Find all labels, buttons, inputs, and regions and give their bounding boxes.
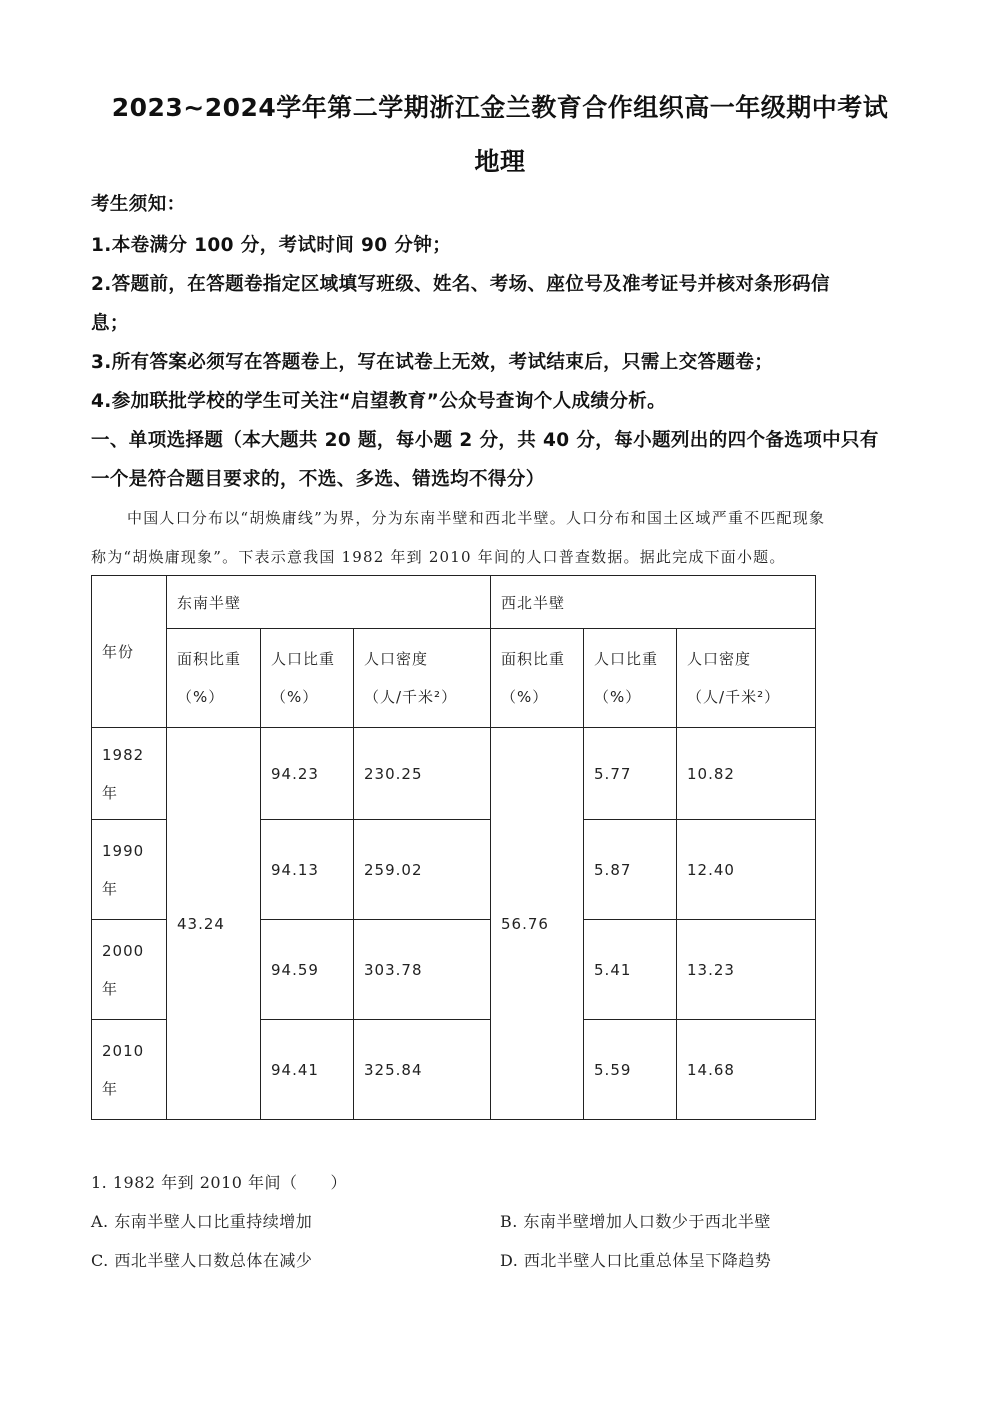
- se-pop-value: 94.59: [261, 920, 354, 1020]
- nw-pop-value: 5.77: [584, 728, 677, 820]
- nw-pop-header: 人口比重 （%）: [584, 629, 677, 728]
- se-density-value: 259.02: [354, 820, 491, 920]
- notice-item-4: 4.参加联批学校的学生可关注“启望教育”公众号查询个人成绩分析。: [91, 391, 667, 412]
- se-density-header: 人口密度 （人/千米²）: [354, 629, 491, 728]
- northwest-header: 西北半壁: [491, 576, 816, 629]
- question-stem: 1. 1982 年到 2010 年间（ ）: [91, 1173, 348, 1192]
- se-pop-value: 94.23: [261, 728, 354, 820]
- se-pop-value: 94.13: [261, 820, 354, 920]
- nw-density-value: 14.68: [677, 1020, 816, 1120]
- nw-density-value: 13.23: [677, 920, 816, 1020]
- exam-title: 2023~2024学年第二学期浙江金兰教育合作组织高一年级期中考试: [111, 93, 889, 122]
- section-heading-cont: 一个是符合题目要求的，不选、多选、错选均不得分）: [91, 469, 545, 490]
- notice-item-2-cont: 息；: [91, 313, 129, 334]
- section-heading: 一、单项选择题（本大题共 20 题，每小题 2 分，共 40 分，每小题列出的四个备选项中只有: [91, 430, 879, 451]
- nw-density-header: 人口密度 （人/千米²）: [677, 629, 816, 728]
- option-c[interactable]: C. 西北半壁人口数总体在减少: [91, 1251, 313, 1270]
- year-cell: 1982 年: [92, 728, 167, 820]
- year-header: 年份: [92, 576, 167, 728]
- se-pop-value: 94.41: [261, 1020, 354, 1120]
- se-density-value: 230.25: [354, 728, 491, 820]
- nw-pop-value: 5.41: [584, 920, 677, 1020]
- subject-title: 地理: [474, 147, 526, 176]
- notice-item-2: 2.答题前，在答题卷指定区域填写班级、姓名、考场、座位号及准考证号并核对条形码信: [91, 274, 830, 295]
- nw-density-value: 12.40: [677, 820, 816, 920]
- nw-pop-value: 5.59: [584, 1020, 677, 1120]
- notice-item-1: 1.本卷满分 100 分，考试时间 90 分钟；: [91, 235, 452, 256]
- nw-area-header: 面积比重 （%）: [491, 629, 584, 728]
- southeast-header: 东南半壁: [167, 576, 491, 629]
- year-cell: 1990 年: [92, 820, 167, 920]
- notice-heading: 考生须知：: [91, 194, 186, 215]
- intro-paragraph: 中国人口分布以“胡焕庸线”为界，分为东南半壁和西北半壁。人口分布和国土区域严重不匹配现象: [127, 509, 826, 527]
- year-cell: 2010 年: [92, 1020, 167, 1120]
- nw-area-value: 56.76: [491, 728, 584, 1120]
- option-b[interactable]: B. 东南半壁增加人口数少于西北半壁: [500, 1212, 771, 1231]
- se-density-value: 325.84: [354, 1020, 491, 1120]
- se-area-header: 面积比重 （%）: [167, 629, 261, 728]
- intro-paragraph-cont: 称为“胡焕庸现象”。下表示意我国 1982 年到 2010 年间的人口普查数据。据此完成下面小题。: [91, 548, 786, 566]
- se-area-value: 43.24: [167, 728, 261, 1120]
- table-row: [92, 728, 816, 820]
- option-a[interactable]: A. 东南半壁人口比重持续增加: [91, 1212, 313, 1231]
- census-table: [91, 575, 816, 1120]
- nw-pop-value: 5.87: [584, 820, 677, 920]
- year-cell: 2000 年: [92, 920, 167, 1020]
- nw-density-value: 10.82: [677, 728, 816, 820]
- se-pop-header: 人口比重 （%）: [261, 629, 354, 728]
- se-density-value: 303.78: [354, 920, 491, 1020]
- option-d[interactable]: D. 西北半壁人口比重总体呈下降趋势: [500, 1251, 772, 1270]
- notice-item-3: 3.所有答案必须写在答题卷上，写在试卷上无效，考试结束后，只需上交答题卷；: [91, 352, 774, 373]
